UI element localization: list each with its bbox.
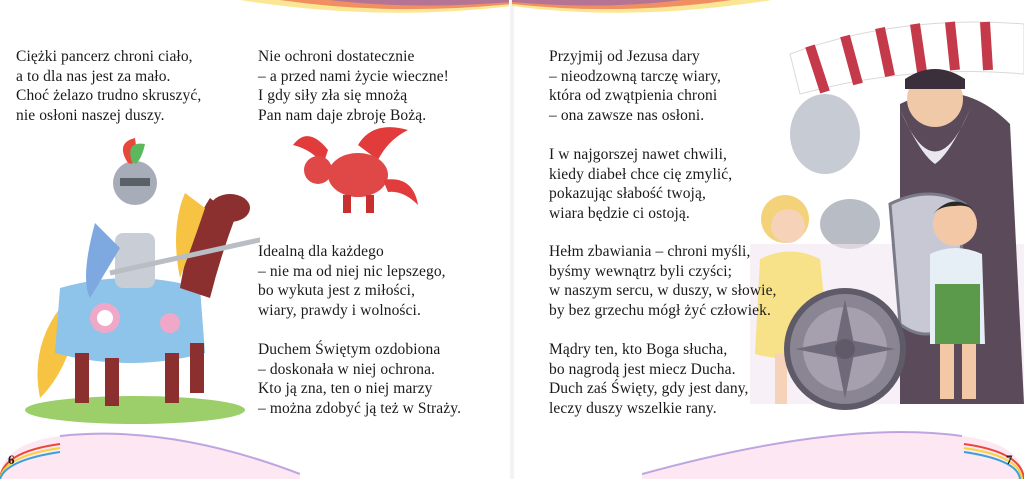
rainbow-swoosh-top-left — [240, 0, 512, 16]
right-page — [512, 0, 1024, 479]
stanza-right-2 — [549, 145, 732, 223]
dragon-illustration — [288, 120, 428, 230]
stanza-line: Mądry ten, kto Boga słucha, — [549, 341, 728, 358]
stanza-line: kiedy diabeł chce cię zmylić, — [549, 165, 733, 183]
stanza-line: leczy duszy wszelkie rany. — [549, 399, 717, 417]
stanza-line: – ona zawsze nas osłoni. — [549, 106, 705, 124]
stanza-line: Nie ochroni dostatecznie — [258, 48, 415, 65]
stanza-line: wiary, prawdy i wolności. — [258, 301, 421, 319]
stanza-line: Duchem Świętym ozdobiona — [258, 341, 441, 358]
stanza-right-4 — [549, 340, 749, 418]
knight-on-horse-illustration — [20, 138, 260, 428]
stanza-line: – nie ma od niej nic lepszego, — [258, 262, 446, 280]
stanza-right-1 — [549, 47, 721, 125]
stanza-line: by bez grzechu mógł żyć człowiek. — [549, 301, 771, 319]
stanza-line: Hełm zbawiania – chroni myśli, — [549, 243, 751, 260]
stanza-line: bo wykuta jest z miłości, — [258, 282, 416, 299]
stanza-left-2 — [258, 47, 449, 125]
stanza-line: Idealną dla każdego — [258, 243, 384, 260]
stanza-line: – nieodzowną tarczę wiary, — [549, 67, 722, 85]
stanza-line: bo nagrodą jest miecz Ducha. — [549, 360, 736, 378]
page-number-left: 6 — [8, 452, 15, 467]
stanza-line: Przyjmij od Jezusa dary — [549, 48, 700, 65]
stanza-line: – a przed nami życie wieczne! — [258, 67, 449, 85]
stanza-line: pokazując słabość twoją, — [549, 185, 706, 202]
armory-scene-illustration — [750, 14, 1024, 434]
stanza-line: nie osłoni naszej duszy. — [16, 106, 165, 124]
stanza-line: Ciężki pancerz chroni ciało, — [16, 48, 193, 65]
stanza-line: – doskonała w niej ochrona. — [258, 360, 436, 378]
stanza-left-1 — [16, 47, 201, 125]
stanza-line: Pan nam daje zbroję Bożą. — [258, 106, 427, 124]
stanza-left-3 — [258, 242, 446, 320]
rainbow-swoosh-top-right — [512, 0, 772, 16]
page-number-right: 7 — [1006, 452, 1013, 467]
stanza-left-4 — [258, 340, 461, 418]
stanza-line: Duch zaś Święty, gdy jest dany, — [549, 380, 749, 397]
stanza-line: – można zdobyć ją też w Straży. — [258, 399, 462, 417]
stanza-line: wiara będzie ci ostoją. — [549, 204, 690, 222]
stanza-line: Choć żelazo trudno skruszyć, — [16, 87, 202, 104]
stanza-line: I w najgorszej nawet chwili, — [549, 146, 727, 163]
stanza-line: byśmy wewnątrz byli czyści; — [549, 262, 733, 280]
stanza-line: Kto ją zna, ten o niej marzy — [258, 380, 433, 397]
stanza-right-3 — [549, 242, 777, 320]
stanza-line: I gdy siły zła się mnożą — [258, 87, 408, 104]
stanza-line: w naszym sercu, w duszy, w słowie, — [549, 282, 777, 299]
stanza-line: która od zwątpienia chroni — [549, 87, 718, 104]
stanza-line: a to dla nas jest za mało. — [16, 67, 171, 85]
